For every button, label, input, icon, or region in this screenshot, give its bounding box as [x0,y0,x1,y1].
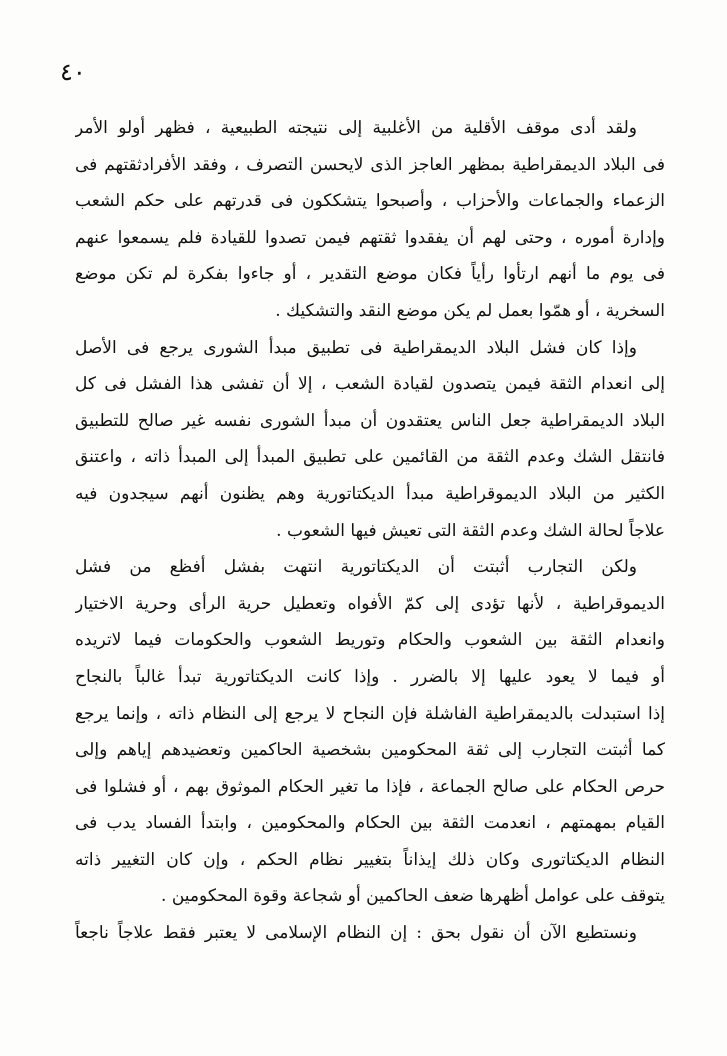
text-line: وإدارة أموره ، وحتى لهم أن يفقدوا ثقتهم فيمن تصدوا للقيادة فلم يسمعوا عنهم [75,227,665,248]
text-line: السخرية ، أو همّوا بعمل لم يكن موضع النقد والتشكيك . [275,300,665,321]
text-line: إلى انعدام الثقة فيمن يتصدون لقيادة الشعب ، إلا أن تفشى هذا الفشل فى كل [75,374,665,395]
paragraph-4 [75,915,665,952]
text-line: ونستطيع الآن أن نقول بحق : إن النظام الإسلامى لا يعتبر فقط علاجاً ناجعاً [75,923,637,944]
text-line: القيام بمهمتهم ، انعدمت الثقة بين الحكام والمحكومين ، وابتدأ الفساد يدب فى [75,813,665,834]
text-line: فى يوم ما أنهم ارتأوا رأياً فكان موضع التقدير ، أو جاءوا بفكرة لم تكن موضع [75,264,665,285]
text-line: الزعماء والجماعات والأحزاب ، وأصبحوا يتشككون فى قدرتهم على حكم الشعب [75,191,665,212]
text-line: الديموقراطية ، لأنها تؤدى إلى كمّ الأفواه وتعطيل حرية الرأى وحرية الاختيار [75,593,665,614]
text-line: البلاد الديمقراطية جعل الناس يعتقدون أن مبدأ الشورى نفسه غير صالح للتطبيق [75,410,665,431]
body-text [75,110,665,952]
text-line: ولكن التجارب أثبتت أن الديكتاتورية انتهت بفشل أفظع من فشل [75,557,637,578]
paragraph-3 [75,549,665,915]
text-line: فى البلاد الديمقراطية بمظهر العاجز الذى لايحسن التصرف ، وفقد الأفرادثقتهم فى [75,154,665,175]
text-line: ولقد أدى موقف الأقلية من الأغلبية إلى نتيجته الطبيعية ، فظهر أولو الأمر [75,118,637,138]
text-line: حرص الحكام على صالح الجماعة ، فإذا ما تغير الحكام الموثوق بهم ، أو فشلوا فى [75,776,665,797]
text-line: فانتقل الشك وعدم الثقة من القائمين على تطبيق المبدأ إلى المبدأ ذاته ، واعتنق [75,447,665,468]
paragraph-1 [75,110,665,330]
text-line: الكثير من البلاد الديموقراطية مبدأ الديكتاتورية وهم يظنون أنهم سيجدون فيه [75,483,665,504]
text-line: يتوقف على عوامل أظهرها ضعف الحاكمين أو شجاعة وقوة المحكومين . [161,886,665,907]
paragraph-2 [75,330,665,550]
page-number: ٤٠ [60,58,86,86]
text-line: وإذا كان فشل البلاد الديمقراطية فى تطبيق مبدأ الشورى يرجع فى الأصل [75,337,637,358]
text-line: النظام الديكتاتورى وكان ذلك إيذاناً بتغيير نظام الحكم ، وإن كان التغيير ذاته [75,849,665,870]
text-line: علاجاً لحالة الشك وعدم الثقة التى تعيش فيها الشعوب . [276,520,665,541]
text-line: إذا استبدلت بالديمقراطية الفاشلة فإن النجاح لا يرجع إلى النظام ذاته ، وإنما يرجع [75,703,665,724]
text-line: كما أثبتت التجارب إلى ثقة المحكومين بشخصية الحاكمين وتعضيدهم إياهم وإلى [75,740,665,761]
text-line: وانعدام الثقة بين الشعوب والحكام وتوريط الشعوب والحكومات فيما لاتريده [75,630,665,651]
text-line: أو فيما لا يعود عليها إلا بالضرر . وإذا كانت الديكتاتورية تبدأ غالباً بالنجاح [75,666,665,687]
